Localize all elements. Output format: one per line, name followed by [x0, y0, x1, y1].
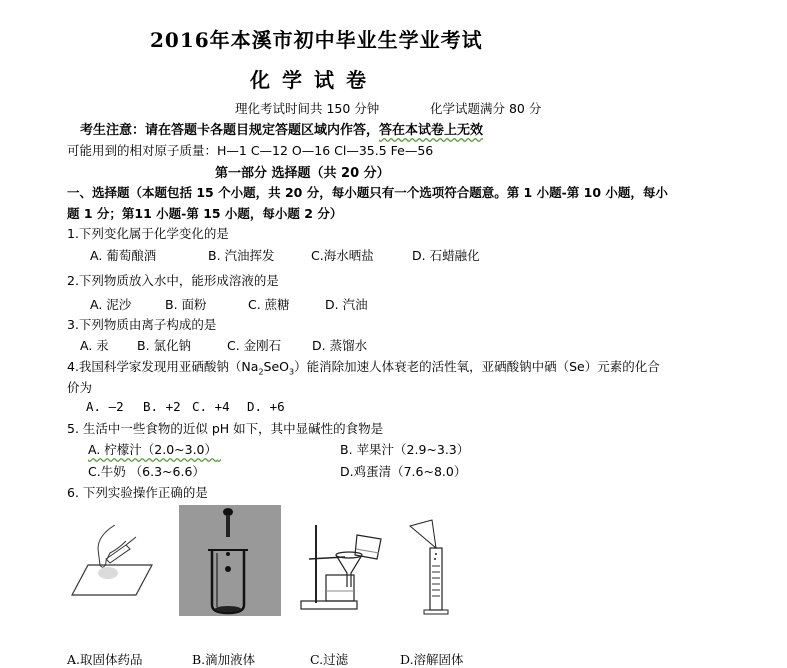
section-title: 第一部分 选择题（共 20 分） — [215, 166, 390, 181]
question-3-option-d: D. 蒸馏水 — [312, 338, 368, 353]
question-6-option-b: B.滴加液体 — [192, 652, 256, 667]
question-5-option-c: C.牛奶 （6.3~6.6） — [88, 464, 205, 479]
question-2-stem: 2.下列物质放入水中，能形成溶液的是 — [67, 273, 279, 288]
question-2-option-c: C. 蔗糖 — [248, 297, 290, 312]
question-2-option-d: D. 汽油 — [325, 297, 368, 312]
dropper-test-tube-figure — [179, 505, 281, 616]
hand-taking-solid-figure — [70, 525, 160, 600]
question-1-option-c: C.海水晒盐 — [311, 248, 374, 263]
question-6-option-c: C.过滤 — [310, 652, 349, 667]
question-2-option-b: B. 面粉 — [165, 297, 207, 312]
notice-suffix: 答在本试卷上无效 — [379, 123, 484, 138]
question-4-option-d: D. +6 — [247, 399, 285, 414]
question-4-option-a: A. —2 — [86, 399, 124, 414]
atomic-masses: 可能用到的相对原子质量：H—1 C—12 O—16 Cl—35.5 Fe—56 — [67, 143, 434, 158]
exam-title: 2016年本溪市初中毕业生学业考试 — [150, 28, 483, 52]
score-info: 化学试题满分 80 分 — [430, 101, 542, 116]
section-instructions-line1: 一、选择题（本题包括 15 个小题，共 20 分，每小题只有一个选项符合题意。第 1 小题-第 10 小题，每小 — [67, 185, 668, 200]
question-1-option-b: B. 汽油挥发 — [208, 248, 275, 263]
question-4-stem: 4.我国科学家发现用亚硒酸钠$(Na_2SeO_3)$能消除加速人体衰老的活性氧，亚硒酸钠中硒（Se）元素的化合 — [67, 359, 660, 377]
question-1-option-d: D. 石蜡融化 — [412, 248, 480, 263]
section-instructions-line2: 题 1 分；第11 小题-第 15 小题，每小题 2 分） — [67, 206, 343, 221]
exam-subtitle: 化学试卷 — [250, 68, 378, 92]
notice-prefix: 考生注意：请在答题卡各题目规定答题区域内作答， — [80, 123, 380, 138]
question-5-option-d: D.鸡蛋清（7.6~8.0） — [340, 464, 467, 479]
question-6-option-a: A.取固体药品 — [67, 652, 143, 667]
time-info: 理化考试时间共 150 分钟 — [235, 101, 380, 116]
question-5-option-a: A. 柠檬汁（2.0~3.0） — [88, 442, 218, 457]
question-4-stem-line2: 价为 — [67, 380, 93, 395]
graduated-cylinder-dissolving-figure — [400, 518, 460, 618]
candidate-notice — [80, 119, 483, 138]
question-1-option-a: A. 葡萄酿酒 — [90, 248, 157, 263]
question-4-option-c: C. +4 — [192, 399, 230, 414]
question-6-stem: 6. 下列实验操作正确的是 — [67, 485, 208, 500]
filtration-apparatus-figure — [295, 515, 390, 615]
question-3-option-c: C. 金刚石 — [227, 338, 282, 353]
question-6-option-d: D.溶解固体 — [400, 652, 464, 667]
question-2-option-a: A. 泥沙 — [90, 297, 132, 312]
question-1-stem: 1.下列变化属于化学变化的是 — [67, 226, 229, 241]
question-5-stem: 5. 生活中一些食物的近似 pH 如下，其中显碱性的食物是 — [67, 421, 384, 436]
question-3-option-b: B. 氯化钠 — [137, 338, 192, 353]
question-3-option-a: A. 汞 — [80, 338, 109, 353]
question-3-stem: 3.下列物质由离子构成的是 — [67, 317, 217, 332]
question-4-option-b: B. +2 — [143, 399, 181, 414]
question-5-option-b: B. 苹果汁（2.9~3.3） — [340, 442, 470, 457]
